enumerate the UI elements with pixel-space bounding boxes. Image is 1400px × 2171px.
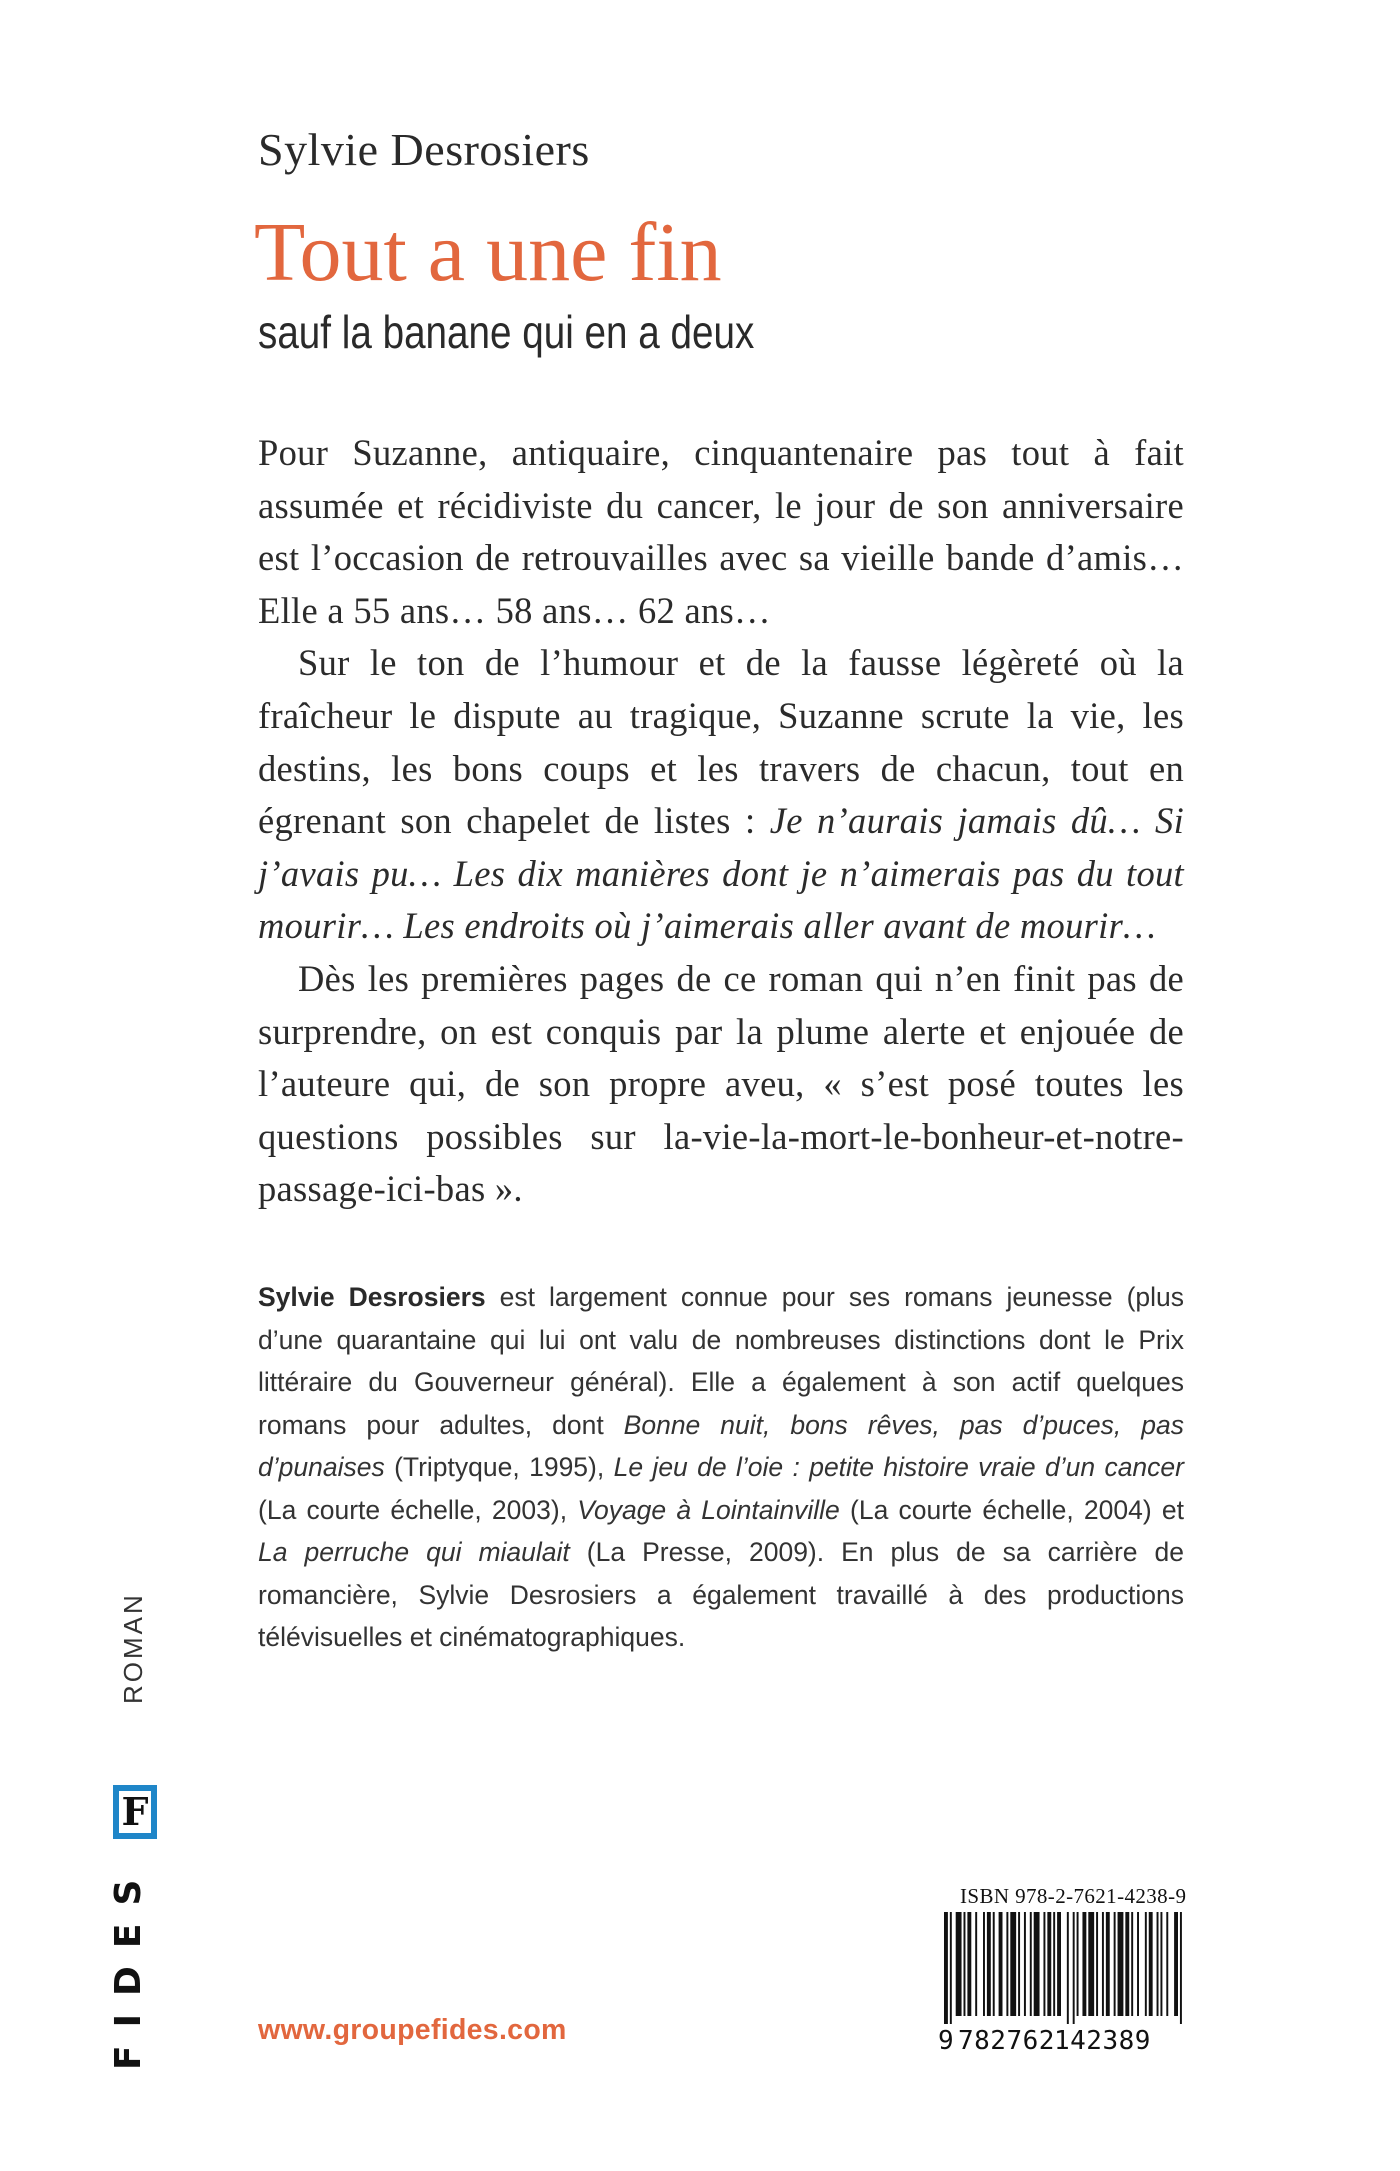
- barcode-bar: [1114, 1912, 1116, 2016]
- synopsis-paragraph-3: Dès les premières pages de ce roman qui n’en finit pas de surprendre, on est conquis par la plume alerte et enjouée de l’auteure qui, de son propre aveu, « s’est posé toutes les questions possibles sur la-vie-la-mort-le-bonheur-et-notre-passage-ici-bas ».: [258, 957, 1184, 1210]
- barcode-bar: [1174, 1912, 1178, 2016]
- synopsis-paragraph-2: [258, 637, 1184, 953]
- author-bio: [258, 1276, 1184, 1659]
- author-name: Sylvie Desrosiers: [258, 124, 590, 175]
- barcode-bar: [1053, 1912, 1055, 2016]
- barcode-lead-digit: 9: [938, 2026, 954, 2056]
- barcode-bar: [1118, 1912, 1124, 2016]
- barcode-bar: [1137, 1912, 1139, 2016]
- barcode-bar: [987, 1912, 991, 2016]
- bio-text-1: est largement connue pour ses romans jeunesse (plus d’une quarantaine qui lui ont valu de nombreuses distinctions dont le Prix littéraire du Gouverneur général). Elle a également à son actif quelques romans pour adultes, dont: [258, 1282, 1185, 1440]
- barcode-bar: [1180, 1912, 1182, 2024]
- bio-author-name: Sylvie Desrosiers: [258, 1282, 486, 1312]
- book-subtitle: sauf la banane qui en a deux: [258, 306, 755, 358]
- synopsis-p2-text: Sur le ton de l’humour et de la fausse légèreté où la fraîcheur le dispute au tragique, Suzanne scrute la vie, les destins, les bons coups et les travers de chacun, tout en égrenant son chapelet de listes :: [258, 642, 1184, 842]
- isbn-label: ISBN 978-2-7621-4238-9: [960, 1884, 1187, 1908]
- barcode-bar: [983, 1912, 985, 2016]
- barcode-bar: [1088, 1912, 1094, 2016]
- synopsis-p2-italic: Je n’aurais jamais dû… Si j’avais pu… Les dix manières dont je n’aimerais pas du tout mourir… Les endroits où j’aimerais aller avant de mourir…: [258, 800, 1185, 947]
- bio-book-3: Voyage à Lointainville: [577, 1494, 840, 1525]
- barcode-bar: [975, 1912, 977, 2016]
- bio-book-2: Le jeu de l’oie : petite histoire vraie d’un cancer: [613, 1452, 1184, 1482]
- barcode-bar: [1057, 1912, 1061, 2016]
- barcode-bar: [950, 1912, 952, 2024]
- barcode-bar: [1030, 1912, 1032, 2016]
- barcode-bar: [1149, 1912, 1153, 2016]
- synopsis: [258, 427, 1184, 1216]
- barcode-bar: [1043, 1912, 1045, 2016]
- publisher-logo-letter: F: [121, 1789, 149, 1834]
- barcode-bar: [1157, 1912, 1159, 2016]
- barcode-bar: [1047, 1912, 1051, 2016]
- barcode-bar: [1024, 1912, 1026, 2016]
- barcode-bar: [1010, 1912, 1016, 2016]
- barcode-bar: [993, 1912, 995, 2016]
- barcode-bar: [1006, 1912, 1008, 2016]
- bio-text-3: (La courte échelle, 2003),: [258, 1494, 578, 1525]
- barcode-bar: [1131, 1912, 1133, 2016]
- barcode-bar: [1018, 1912, 1020, 2016]
- barcode-bar: [1102, 1912, 1104, 2016]
- barcode-bar: [1034, 1912, 1040, 2016]
- barcode-digits: [938, 2026, 1188, 2056]
- barcode-bar: [1160, 1912, 1162, 2016]
- publisher-name: FIDES: [108, 1861, 149, 2070]
- barcode-group-2: 142389: [1054, 2026, 1151, 2056]
- bio-text-2: (Triptyque, 1995),: [384, 1452, 614, 1482]
- publisher-website-link[interactable]: www.groupefides.com: [258, 2014, 567, 2046]
- bio-book-4: La perruche qui miaulait: [258, 1537, 570, 1567]
- barcode-bar: [1073, 1912, 1075, 2024]
- genre-label: ROMAN: [118, 1592, 148, 1704]
- barcode-bar: [1145, 1912, 1147, 2016]
- bio-text-5: (La Presse, 2009). En plus de sa carrière de romancière, Sylvie Desrosiers a également travaillé à des productions télévisuelles et cinématographiques.: [258, 1537, 1184, 1652]
- bio-book-1: Bonne nuit, bons rêves, pas d’puces, pas d’punaises: [258, 1409, 1184, 1482]
- barcode-bar: [1166, 1912, 1168, 2016]
- barcode-bar: [1082, 1912, 1086, 2016]
- barcode-bar: [999, 1912, 1003, 2016]
- barcode-bar: [1125, 1912, 1129, 2016]
- barcode-bar: [944, 1912, 948, 2024]
- barcode-bar: [1096, 1912, 1098, 2016]
- barcode-icon: [944, 1912, 1184, 2024]
- barcode-bar: [1067, 1912, 1069, 2024]
- barcode-group-1: 782762: [958, 2026, 1055, 2056]
- book-title: Tout a une fin: [254, 206, 722, 299]
- barcode-bar: [967, 1912, 971, 2016]
- barcode-bar: [956, 1912, 962, 2016]
- synopsis-paragraph-1: Pour Suzanne, antiquaire, cinquantenaire pas tout à fait assumée et récidiviste du cancer, le jour de son anniversaire est l’occasion de retrouvailles avec sa vieille bande d’amis… Elle a 55 ans… 58 ans… 62 ans…: [258, 432, 1184, 631]
- barcode-bar: [1077, 1912, 1079, 2016]
- barcode-bar: [964, 1912, 966, 2016]
- barcode-bar: [1106, 1912, 1110, 2016]
- bio-text-4: (La courte échelle, 2004) et: [839, 1494, 1184, 1525]
- publisher-logo: [113, 1785, 157, 1839]
